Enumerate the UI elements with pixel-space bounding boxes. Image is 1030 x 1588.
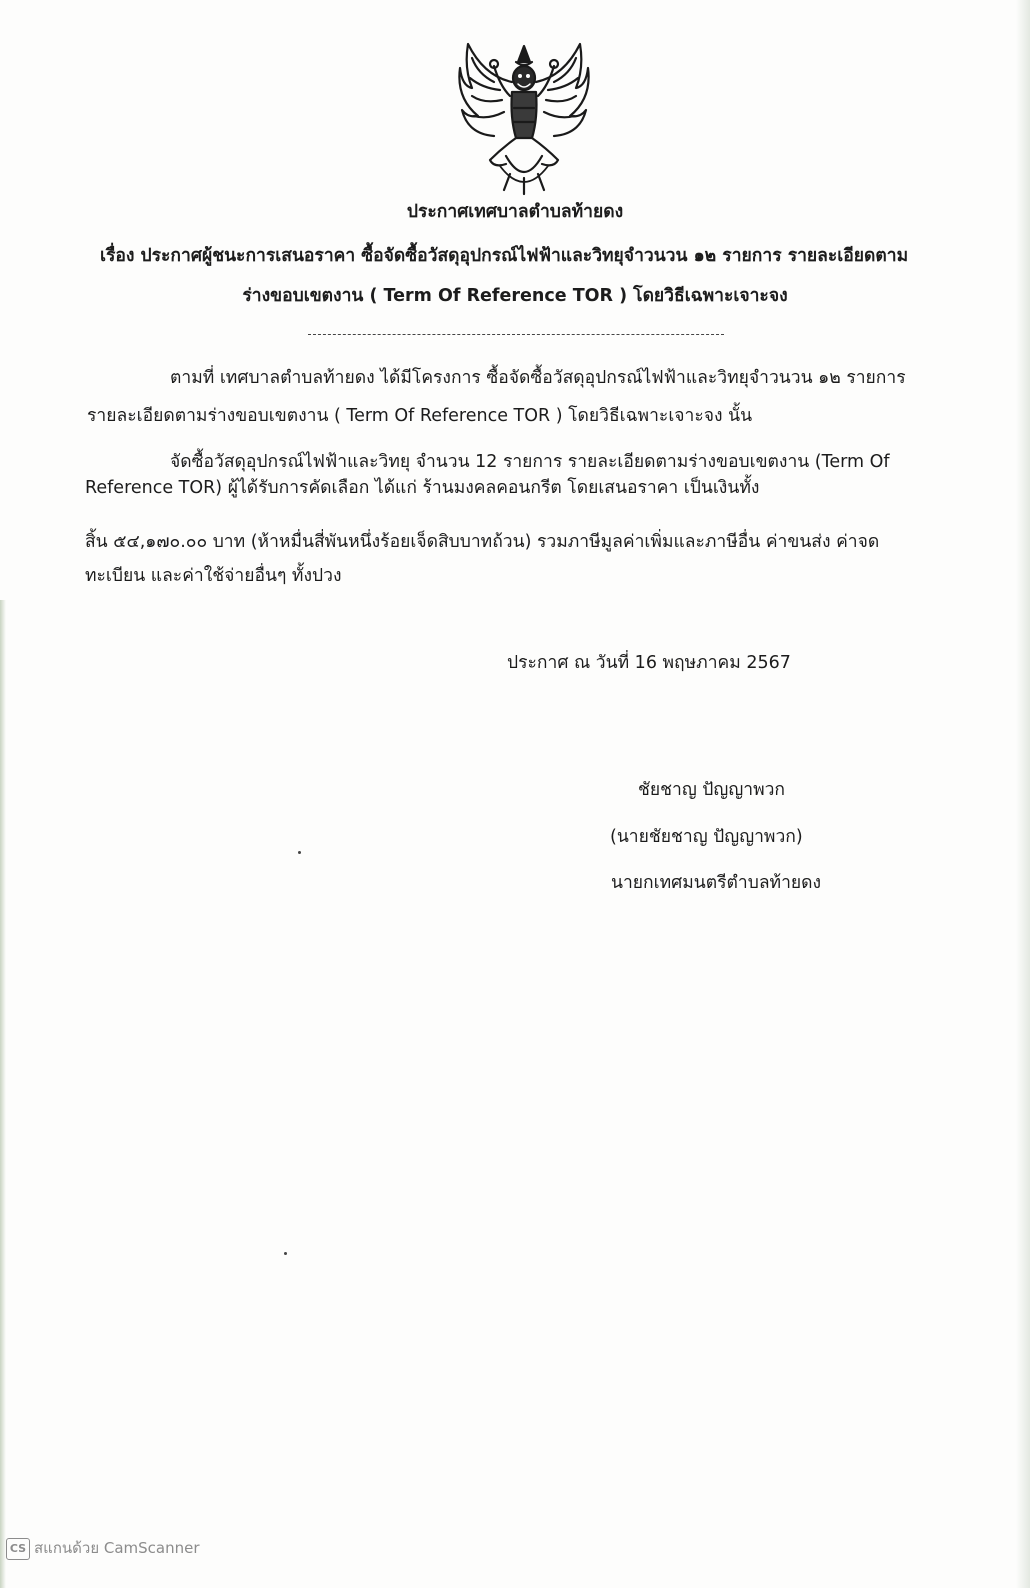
camscanner-logo-icon: CS <box>6 1538 30 1560</box>
announcement-date: ประกาศ ณ วันที่ 16 พฤษภาคม 2567 <box>507 653 791 673</box>
scan-speck <box>284 1252 287 1255</box>
subject-line-1: เรื่อง ประกาศผู้ชนะการเสนอราคา ซื้อจัดซื้อวัสดุอุปกรณ์ไฟฟ้าและวิทยุจำวนวน ๑๒ รายการ รายละเอียดตาม <box>100 246 909 266</box>
camscanner-watermark <box>6 1536 200 1560</box>
paragraph-2-line-2: Reference TOR) ผู้ได้รับการคัดเลือก ได้แก่ ร้านมงคลคอนกรีต โดยเสนอราคา เป็นเงินทั้ง <box>85 478 760 498</box>
paragraph-2-line-4: ทะเบียน และค่าใช้จ่ายอื่นๆ ทั้งปวง <box>85 566 342 586</box>
signature-name: ชัยชาญ ปัญญาพวก <box>638 780 786 800</box>
camscanner-text: สแกนด้วย CamScanner <box>34 1539 200 1557</box>
paragraph-1-line-1: ตามที่ เทศบาลตำบลท้ายดง ได้มีโครงการ ซื้อจัดซื้อวัสดุอุปกรณ์ไฟฟ้าและวิทยุจำวนวน ๑๒ รายการ <box>170 368 906 388</box>
document-title: ประกาศเทศบาลตำบลท้ายดง <box>406 202 624 222</box>
scan-speck <box>298 851 301 854</box>
garuda-emblem-icon <box>454 38 594 198</box>
paragraph-2-line-1: จัดซื้อวัสดุอุปกรณ์ไฟฟ้าและวิทยุ จำนวน 12 รายการ รายละเอียดตามร่างขอบเขตงาน (Term Of <box>170 452 890 472</box>
signatory-full-name: (นายชัยชาญ ปัญญาพวก) <box>610 827 803 847</box>
subject-line-2: ร่างขอบเขตงาน ( Term Of Reference TOR ) โดยวิธีเฉพาะเจาะจง <box>242 286 788 306</box>
separator-dashed-line <box>308 334 724 335</box>
scan-edge-left <box>0 600 6 1588</box>
signatory-position: นายกเทศมนตรีตำบลท้ายดง <box>611 873 822 893</box>
paragraph-2-line-3: สิ้น ๕๔,๑๗๐.๐๐ บาท (ห้าหมื่นสี่พันหนึ่งร้อยเจ็ดสิบบาทถ้วน) รวมภาษีมูลค่าเพิ่มและภาษีอื่น ค่าขนส่ง ค่าจด <box>85 532 880 552</box>
paragraph-1-line-2: รายละเอียดตามร่างขอบเขตงาน ( Term Of Reference TOR ) โดยวิธีเฉพาะเจาะจง นั้น <box>87 406 753 426</box>
scan-edge-right <box>1016 0 1030 1588</box>
